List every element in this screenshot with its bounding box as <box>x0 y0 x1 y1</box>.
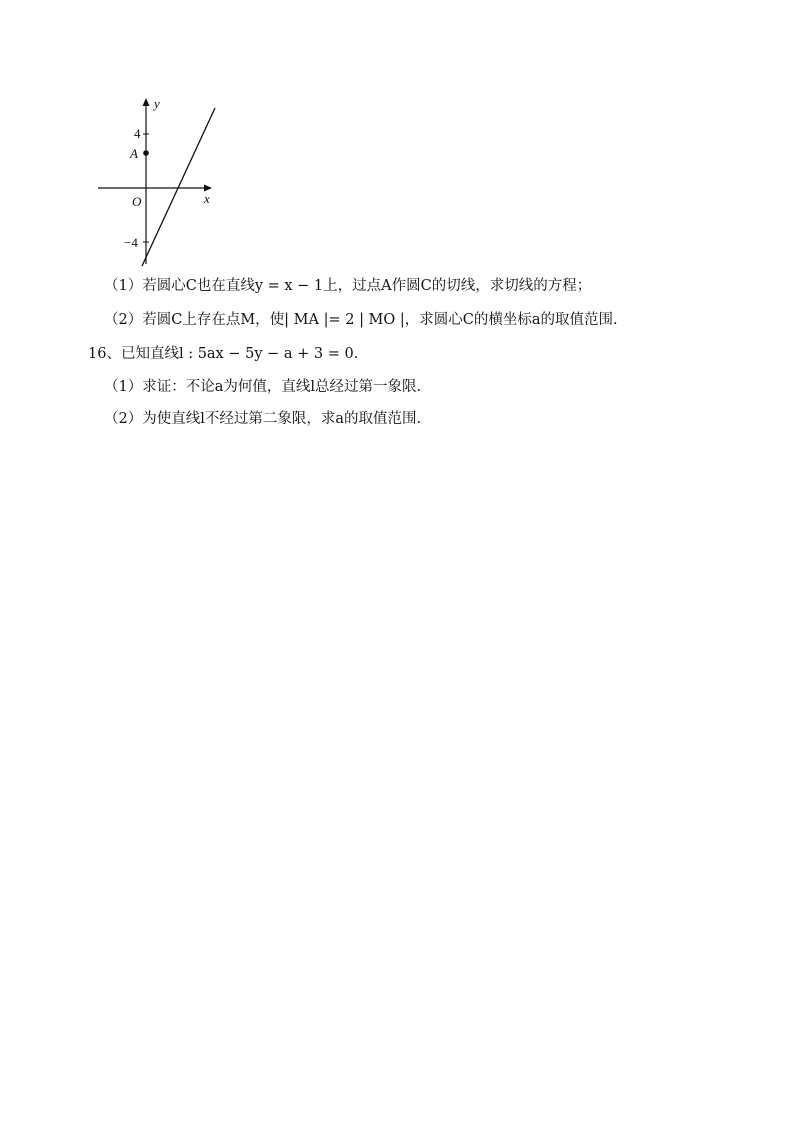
problem16-part2: （2）为使直线l不经过第二象限，求a的取值范围. <box>104 411 422 427</box>
problem15-part2: （2）若圆C上存在点M，使| MA |= 2 | MO |，求圆心C的横坐标a的取值范围. <box>104 312 618 328</box>
y-axis-label: y <box>154 96 160 111</box>
y-axis-arrow <box>143 98 150 106</box>
problem15-part1: （1）若圆心C也在直线y = x − 1上，过点A作圆C的切线，求切线的方程； <box>104 278 592 294</box>
x-axis-label: x <box>204 191 210 206</box>
problem16-part1: （1）求证：不论a为何值，直线l总经过第一象限. <box>104 379 422 395</box>
coordinate-plot <box>96 92 226 272</box>
tick-4-label: 4 <box>134 126 141 141</box>
point-a <box>143 150 149 156</box>
coordinate-figure <box>96 92 226 272</box>
point-a-label: A <box>130 146 138 161</box>
problem16-heading: 16、已知直线l : 5ax − 5y − a + 3 = 0. <box>88 346 359 362</box>
tick-neg4-label: −4 <box>124 235 138 250</box>
origin-label: O <box>132 194 142 209</box>
